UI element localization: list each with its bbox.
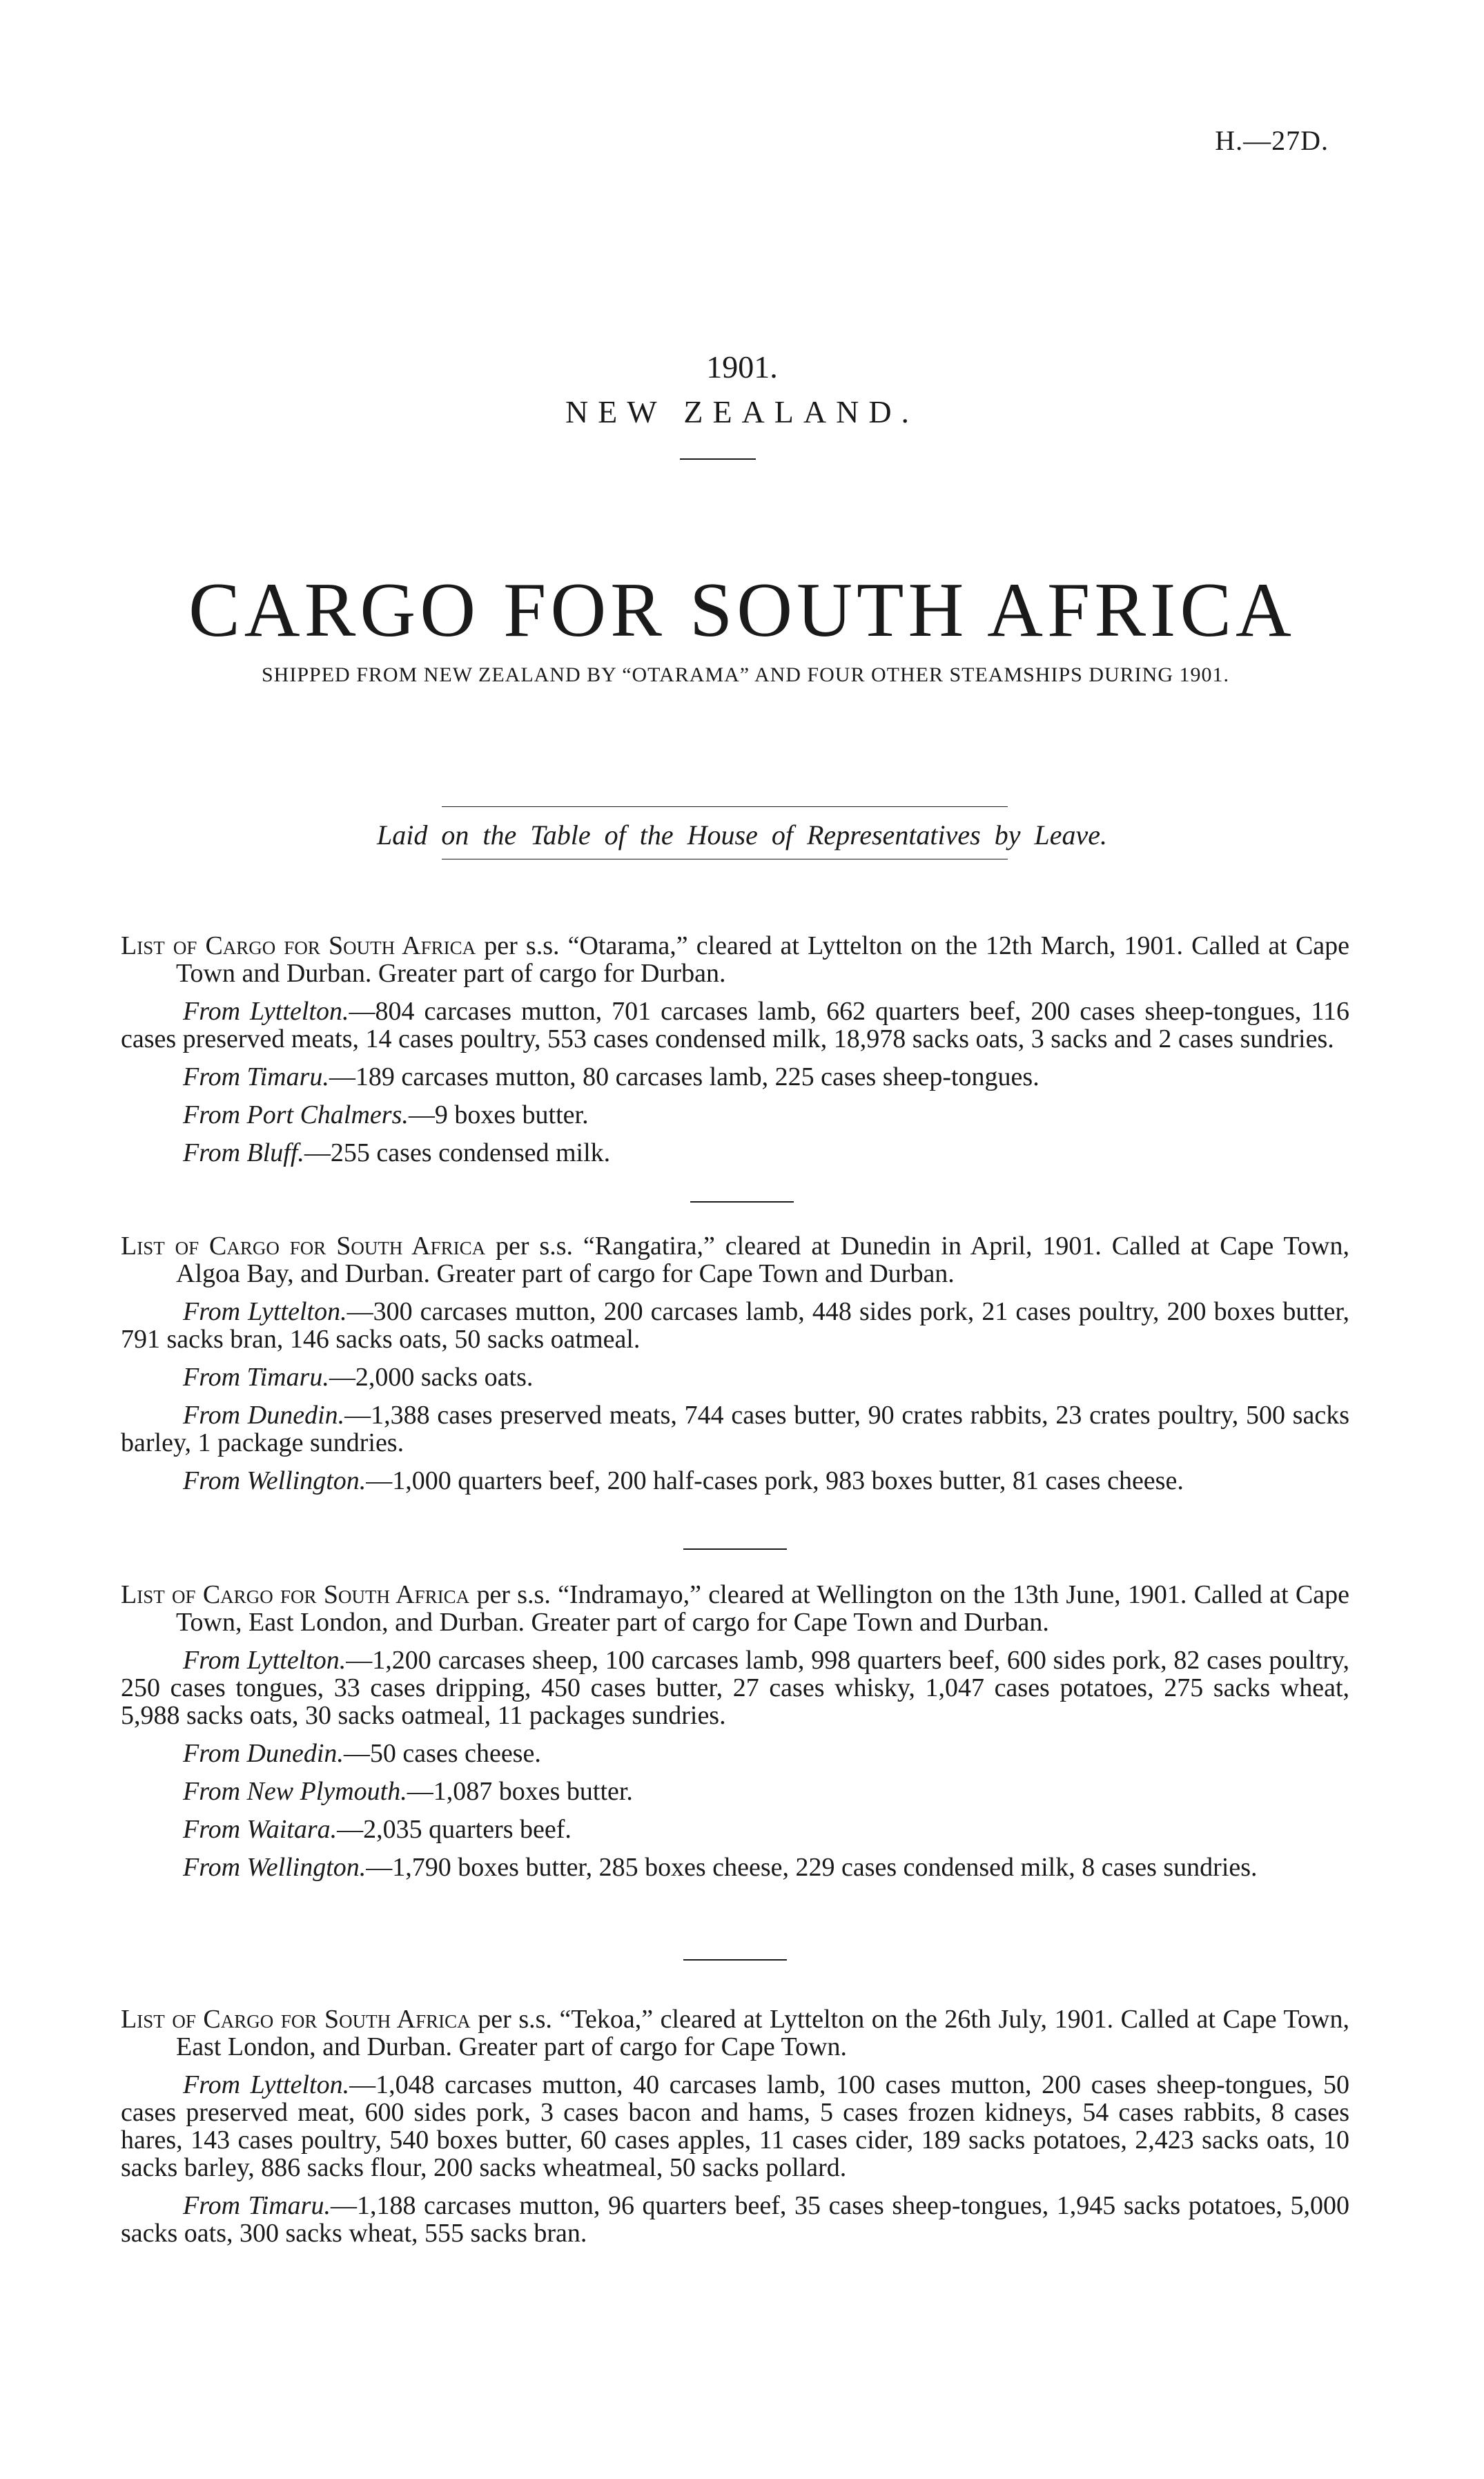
cargo-items: —189 carcases mutton, 80 carcases lamb, 225 cases sheep-tongues. bbox=[329, 1062, 1039, 1091]
cargo-items: —50 cases cheese. bbox=[343, 1739, 541, 1768]
ship-detail: per s.s. “Tekoa,” cleared at Lyttelton on the 26th July, 1901. Called at Cape Town, East London, and Durban. Greater part of cargo for Cape Town. bbox=[176, 2005, 1350, 2061]
page-title: CARGO FOR SOUTH AFRICA bbox=[188, 567, 1296, 653]
laid-statement: Laid on the Table of the House of Representatives by Leave. bbox=[377, 819, 1107, 850]
cargo-entry bbox=[121, 1467, 1349, 1495]
origin-port: From Timaru. bbox=[183, 2191, 331, 2220]
section-divider bbox=[690, 1201, 794, 1203]
cargo-items: —2,035 quarters beef. bbox=[337, 1815, 572, 1844]
cargo-entry bbox=[121, 998, 1349, 1053]
header-divider bbox=[680, 458, 756, 460]
cargo-entry bbox=[121, 2071, 1349, 2181]
cargo-items: —9 boxes butter. bbox=[408, 1100, 589, 1129]
origin-port: From Wellington. bbox=[183, 1853, 367, 1882]
cargo-entry bbox=[121, 1740, 1349, 1767]
origin-port: From Wellington. bbox=[183, 1466, 367, 1495]
cargo-items: —1,188 carcases mutton, 96 quarters beef, 35 cases sheep-tongues, 1,945 sacks potatoes, 5,000 sacks oats, 300 sacks wheat, 555 sacks bran. bbox=[121, 2191, 1350, 2248]
origin-port: From Lyttelton. bbox=[183, 1297, 347, 1326]
origin-port: From Lyttelton. bbox=[183, 2070, 350, 2099]
page-subtitle: SHIPPED FROM NEW ZEALAND BY “OTARAMA” AND FOUR OTHER STEAMSHIPS DURING 1901. bbox=[262, 663, 1229, 686]
ship-detail: per s.s. “Indramayo,” cleared at Wellington on the 13th June, 1901. Called at Cape Town, East London, and Durban. Greater part of cargo for Cape Town and Durban. bbox=[176, 1580, 1350, 1637]
cargo-items: —300 carcases mutton, 200 carcases lamb, 448 sides pork, 21 cases poultry, 200 boxes butter, 791 sacks bran, 146 sacks oats, 50 sacks oatmeal. bbox=[121, 1297, 1349, 1354]
origin-port: From Dunedin. bbox=[183, 1401, 345, 1430]
cargo-entry bbox=[121, 1646, 1349, 1729]
cargo-items: —1,048 carcases mutton, 40 carcases lamb, 100 cases mutton, 200 cases sheep-tongues, 50 cases preserved meat, 600 sides pork, 3 cases bacon and hams, 5 cases frozen kidneys, 54 cases rabbits, 8 cases hares, 143 cases poultry, 540 boxes butter, 60 cases apples, 11 cases cider, 189 sacks potatoes, 2,423 sacks oats, 10 sacks barley, 886 sacks flour, 200 sacks wheatmeal, 50 sacks pollard. bbox=[121, 2070, 1350, 2182]
origin-port: From Lyttelton. bbox=[183, 997, 349, 1026]
ship-detail: per s.s. “Otarama,” cleared at Lyttelton on the 12th March, 1901. Called at Cape Town and Durban. Greater part of cargo for Durban. bbox=[176, 931, 1350, 988]
document-year: 1901. bbox=[706, 349, 778, 385]
cargo-items: —255 cases condensed milk. bbox=[304, 1138, 611, 1167]
cargo-items: —1,388 cases preserved meats, 744 cases butter, 90 crates rabbits, 23 crates poultry, 500 sacks barley, 1 package sundries. bbox=[121, 1401, 1349, 1457]
cargo-entry bbox=[121, 1363, 1349, 1391]
cargo-entry bbox=[121, 1101, 1349, 1129]
origin-port: From Port Chalmers. bbox=[183, 1100, 409, 1129]
cargo-entry bbox=[121, 2192, 1349, 2247]
origin-port: From New Plymouth. bbox=[183, 1777, 407, 1806]
list-label: List of Cargo for South Africa bbox=[121, 1580, 470, 1609]
cargo-entry bbox=[121, 1298, 1349, 1353]
origin-port: From Lyttelton. bbox=[183, 1646, 346, 1675]
cargo-section-tekoa bbox=[121, 2005, 1349, 2247]
cargo-items: —1,087 boxes butter. bbox=[407, 1777, 633, 1806]
cargo-entry bbox=[121, 1854, 1349, 1881]
cargo-section-heading bbox=[121, 1232, 1349, 1287]
origin-port: From Timaru. bbox=[183, 1363, 329, 1392]
origin-port: From Timaru. bbox=[183, 1062, 329, 1091]
document-reference: H.—27D. bbox=[1215, 125, 1329, 156]
cargo-entry bbox=[121, 1816, 1349, 1843]
origin-port: From Bluff. bbox=[183, 1138, 304, 1167]
cargo-entry bbox=[121, 1401, 1349, 1457]
country-heading: NEW ZEALAND. bbox=[565, 394, 919, 429]
cargo-section-rangatira bbox=[121, 1232, 1349, 1495]
cargo-section-heading bbox=[121, 932, 1349, 987]
cargo-items: —1,790 boxes butter, 285 boxes cheese, 229 cases condensed milk, 8 cases sundries. bbox=[366, 1853, 1258, 1882]
cargo-entry bbox=[121, 1063, 1349, 1091]
list-label: List of Cargo for South Africa bbox=[121, 931, 476, 960]
cargo-items: —2,000 sacks oats. bbox=[329, 1363, 534, 1392]
list-label: List of Cargo for South Africa bbox=[121, 2005, 471, 2034]
list-label: List of Cargo for South Africa bbox=[121, 1232, 486, 1261]
cargo-items: —804 carcases mutton, 701 carcases lamb, 662 quarters beef, 200 cases sheep-tongues, 116 cases preserved meats, 14 cases poultry, 553 cases condensed milk, 18,978 sacks oats, 3 sacks and 2 cases sundries. bbox=[121, 997, 1349, 1053]
cargo-entry bbox=[121, 1139, 1349, 1167]
section-divider bbox=[683, 1548, 787, 1550]
cargo-section-heading bbox=[121, 2005, 1349, 2061]
origin-port: From Dunedin. bbox=[183, 1739, 344, 1768]
cargo-entry bbox=[121, 1778, 1349, 1805]
origin-port: From Waitara. bbox=[183, 1815, 338, 1844]
laid-top-rule bbox=[442, 806, 1008, 807]
section-divider bbox=[683, 1959, 787, 1961]
cargo-section-otarama bbox=[121, 932, 1349, 1167]
cargo-items: —1,200 carcases sheep, 100 carcases lamb, 998 quarters beef, 600 sides pork, 82 cases poultry, 250 cases tongues, 33 cases dripping, 450 cases butter, 27 cases whisky, 1,047 cases potatoes, 275 sacks wheat, 5,988 sacks oats, 30 sacks oatmeal, 11 packages sundries. bbox=[121, 1646, 1349, 1730]
cargo-section-indramayo bbox=[121, 1581, 1349, 1881]
cargo-items: —1,000 quarters beef, 200 half-cases pork, 983 boxes butter, 81 cases cheese. bbox=[366, 1466, 1184, 1495]
cargo-section-heading bbox=[121, 1581, 1349, 1636]
ship-detail: per s.s. “Rangatira,” cleared at Dunedin in April, 1901. Called at Cape Town, Algoa Bay, and Durban. Greater part of cargo for Cape Town and Durban. bbox=[176, 1232, 1349, 1288]
